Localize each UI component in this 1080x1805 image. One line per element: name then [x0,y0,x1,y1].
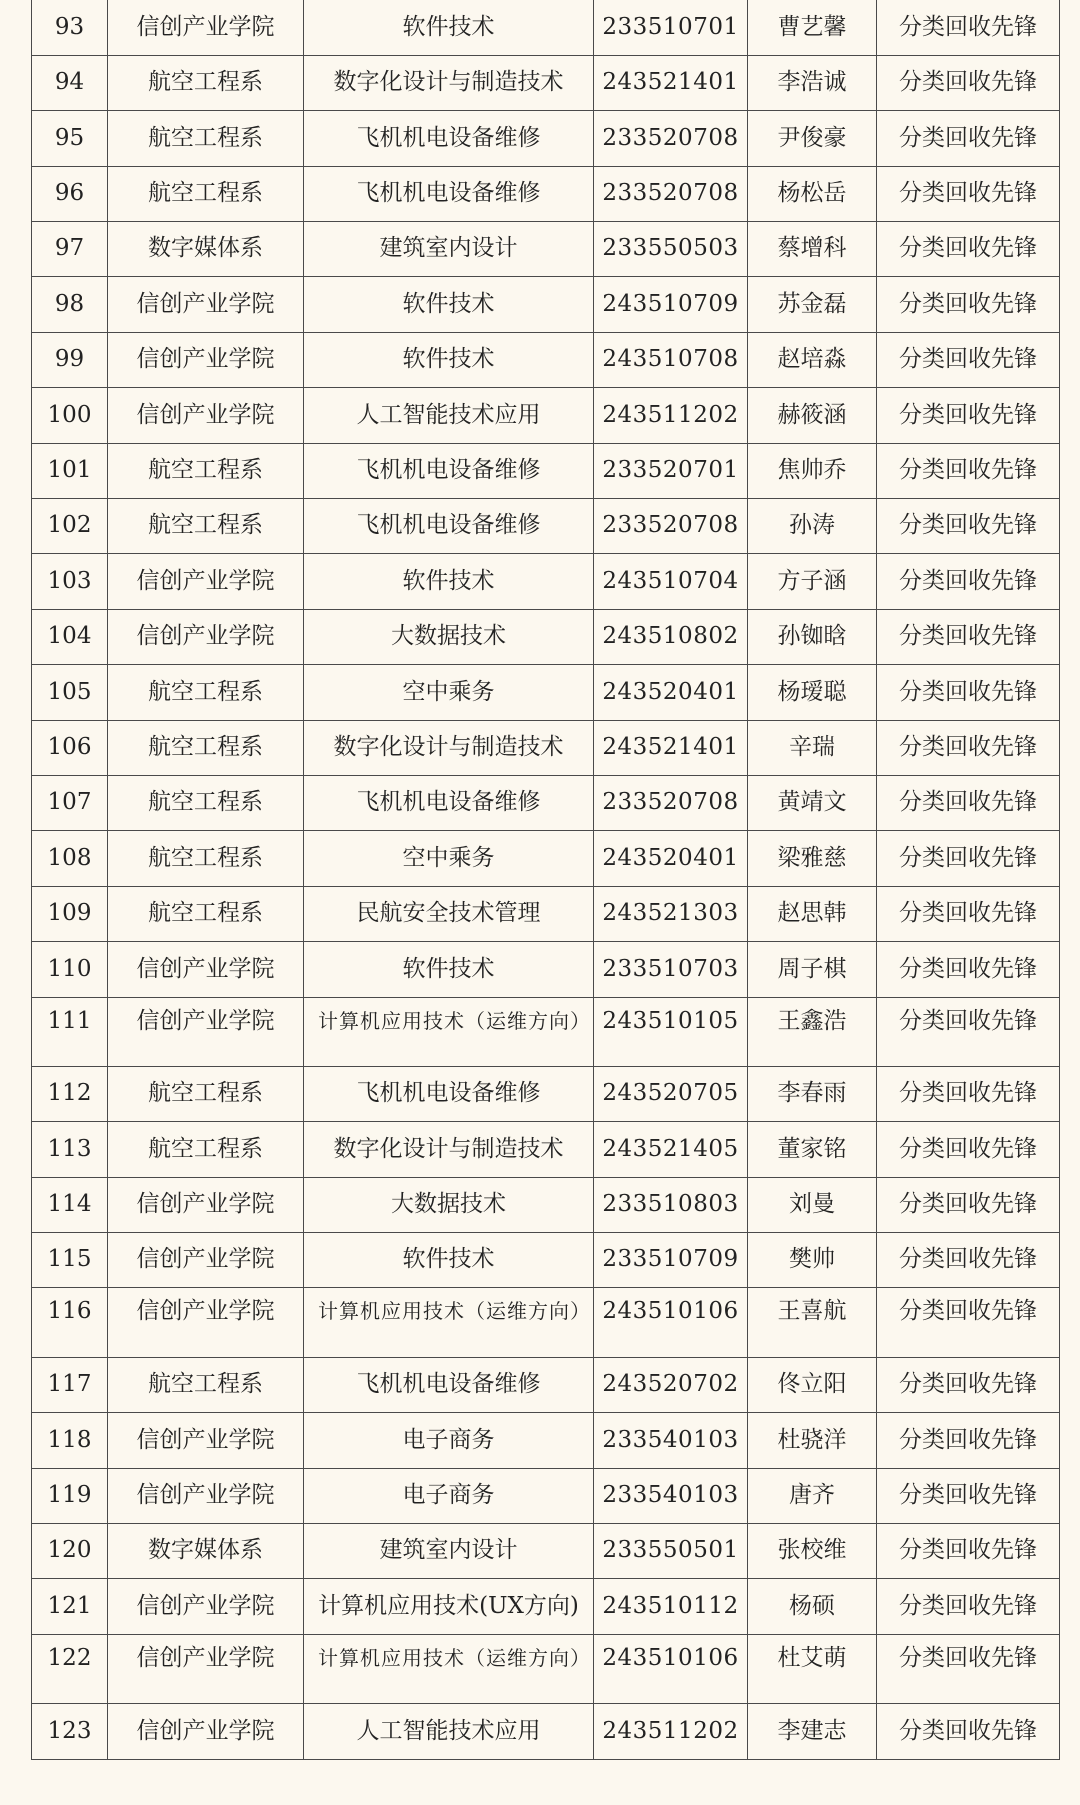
class-id-cell: 233510709 [594,1233,748,1288]
table-row [32,1579,1060,1634]
table-row [32,1468,1060,1523]
award-cell: 分类回收先锋 [877,111,1060,166]
row-number-cell: 120 [32,1524,108,1579]
student-name-cell: 王鑫浩 [748,997,877,1066]
student-name-cell: 孙涛 [748,499,877,554]
student-name-cell: 李春雨 [748,1066,877,1121]
class-id-cell: 243511202 [594,1704,748,1759]
class-id-cell: 233520708 [594,499,748,554]
award-cell: 分类回收先锋 [877,1704,1060,1759]
award-cell: 分类回收先锋 [877,1288,1060,1357]
award-cell: 分类回收先锋 [877,1413,1060,1468]
class-id-cell: 233550503 [594,222,748,277]
department-cell: 信创产业学院 [108,997,304,1066]
student-name-cell: 赵培淼 [748,332,877,387]
major-cell: 建筑室内设计 [304,1524,594,1579]
table-row [32,1177,1060,1232]
major-cell: 计算机应用技术（运维方向） [304,997,594,1066]
department-cell: 航空工程系 [108,886,304,941]
department-cell: 航空工程系 [108,1122,304,1177]
department-cell: 信创产业学院 [108,1413,304,1468]
student-name-cell: 樊帅 [748,1233,877,1288]
award-cell: 分类回收先锋 [877,222,1060,277]
table-row [32,277,1060,332]
student-name-cell: 张校维 [748,1524,877,1579]
row-number-cell: 93 [32,0,108,55]
table-row [32,0,1060,55]
department-cell: 信创产业学院 [108,1468,304,1523]
table-row [32,1233,1060,1288]
student-name-cell: 杜骁洋 [748,1413,877,1468]
award-cell: 分类回收先锋 [877,1634,1060,1703]
major-cell: 电子商务 [304,1413,594,1468]
major-cell: 飞机机电设备维修 [304,111,594,166]
row-number-cell: 105 [32,665,108,720]
student-name-cell: 蔡增科 [748,222,877,277]
department-cell: 信创产业学院 [108,1288,304,1357]
award-cell: 分类回收先锋 [877,1233,1060,1288]
award-cell: 分类回收先锋 [877,831,1060,886]
class-id-cell: 243520702 [594,1357,748,1412]
department-cell: 航空工程系 [108,1357,304,1412]
table-row [32,111,1060,166]
student-name-cell: 李浩诚 [748,55,877,110]
class-id-cell: 233510803 [594,1177,748,1232]
award-cell: 分类回收先锋 [877,1177,1060,1232]
class-id-cell: 243510708 [594,332,748,387]
department-cell: 信创产业学院 [108,609,304,664]
table-row [32,1634,1060,1703]
class-id-cell: 243520705 [594,1066,748,1121]
class-id-cell: 243510709 [594,277,748,332]
department-cell: 航空工程系 [108,1066,304,1121]
major-cell: 数字化设计与制造技术 [304,720,594,775]
department-cell: 信创产业学院 [108,1233,304,1288]
department-cell: 信创产业学院 [108,277,304,332]
table-row [32,775,1060,830]
class-id-cell: 243521401 [594,720,748,775]
table-row [32,1357,1060,1412]
table-row [32,166,1060,221]
award-cell: 分类回收先锋 [877,1357,1060,1412]
major-cell: 软件技术 [304,0,594,55]
major-cell: 数字化设计与制造技术 [304,1122,594,1177]
class-id-cell: 243510704 [594,554,748,609]
class-id-cell: 243521401 [594,55,748,110]
award-cell: 分类回收先锋 [877,1579,1060,1634]
table-row [32,1524,1060,1579]
award-cell: 分类回收先锋 [877,886,1060,941]
row-number-cell: 104 [32,609,108,664]
table-row [32,1066,1060,1121]
department-cell: 信创产业学院 [108,1634,304,1703]
award-cell: 分类回收先锋 [877,0,1060,55]
major-cell: 大数据技术 [304,1177,594,1232]
class-id-cell: 243520401 [594,665,748,720]
table-row [32,665,1060,720]
student-name-cell: 焦帅乔 [748,443,877,498]
major-cell: 飞机机电设备维修 [304,775,594,830]
major-cell: 软件技术 [304,554,594,609]
class-id-cell: 243521405 [594,1122,748,1177]
row-number-cell: 123 [32,1704,108,1759]
major-cell: 空中乘务 [304,665,594,720]
table-row [32,942,1060,997]
row-number-cell: 98 [32,277,108,332]
major-cell: 软件技术 [304,332,594,387]
major-cell: 电子商务 [304,1468,594,1523]
award-cell: 分类回收先锋 [877,665,1060,720]
student-name-cell: 黄靖文 [748,775,877,830]
award-cell: 分类回收先锋 [877,443,1060,498]
student-name-cell: 辛瑞 [748,720,877,775]
class-id-cell: 233520708 [594,111,748,166]
major-cell: 人工智能技术应用 [304,1704,594,1759]
table-row [32,720,1060,775]
department-cell: 信创产业学院 [108,1177,304,1232]
student-name-cell: 王喜航 [748,1288,877,1357]
major-cell: 飞机机电设备维修 [304,1357,594,1412]
table-row [32,997,1060,1066]
department-cell: 数字媒体系 [108,222,304,277]
student-name-cell: 佟立阳 [748,1357,877,1412]
table-row [32,1288,1060,1357]
major-cell: 人工智能技术应用 [304,388,594,443]
award-cell: 分类回收先锋 [877,942,1060,997]
department-cell: 信创产业学院 [108,942,304,997]
award-cell: 分类回收先锋 [877,1066,1060,1121]
table-row [32,609,1060,664]
department-cell: 信创产业学院 [108,388,304,443]
row-number-cell: 110 [32,942,108,997]
award-cell: 分类回收先锋 [877,1524,1060,1579]
student-name-cell: 杜艾萌 [748,1634,877,1703]
class-id-cell: 233520708 [594,775,748,830]
student-name-cell: 杨硕 [748,1579,877,1634]
student-name-cell: 杨瑷聪 [748,665,877,720]
award-cell: 分类回收先锋 [877,277,1060,332]
major-cell: 软件技术 [304,277,594,332]
row-number-cell: 101 [32,443,108,498]
award-list-table [31,0,1060,1760]
award-cell: 分类回收先锋 [877,388,1060,443]
class-id-cell: 233520701 [594,443,748,498]
row-number-cell: 113 [32,1122,108,1177]
table-row [32,332,1060,387]
department-cell: 航空工程系 [108,665,304,720]
major-cell: 计算机应用技术(UX方向) [304,1579,594,1634]
row-number-cell: 95 [32,111,108,166]
department-cell: 航空工程系 [108,166,304,221]
major-cell: 空中乘务 [304,831,594,886]
table-row [32,1413,1060,1468]
row-number-cell: 103 [32,554,108,609]
table-row [32,1122,1060,1177]
major-cell: 飞机机电设备维修 [304,443,594,498]
row-number-cell: 112 [32,1066,108,1121]
major-cell: 飞机机电设备维修 [304,166,594,221]
row-number-cell: 97 [32,222,108,277]
row-number-cell: 122 [32,1634,108,1703]
row-number-cell: 94 [32,55,108,110]
student-name-cell: 孙铷晗 [748,609,877,664]
class-id-cell: 233520708 [594,166,748,221]
table-row [32,554,1060,609]
student-name-cell: 方子涵 [748,554,877,609]
department-cell: 航空工程系 [108,831,304,886]
department-cell: 信创产业学院 [108,332,304,387]
class-id-cell: 243521303 [594,886,748,941]
class-id-cell: 233550501 [594,1524,748,1579]
row-number-cell: 102 [32,499,108,554]
student-name-cell: 苏金磊 [748,277,877,332]
award-cell: 分类回收先锋 [877,332,1060,387]
table-row [32,222,1060,277]
row-number-cell: 116 [32,1288,108,1357]
major-cell: 软件技术 [304,942,594,997]
award-cell: 分类回收先锋 [877,554,1060,609]
student-name-cell: 曹艺馨 [748,0,877,55]
major-cell: 飞机机电设备维修 [304,499,594,554]
department-cell: 航空工程系 [108,499,304,554]
award-cell: 分类回收先锋 [877,997,1060,1066]
major-cell: 数字化设计与制造技术 [304,55,594,110]
row-number-cell: 115 [32,1233,108,1288]
class-id-cell: 243510105 [594,997,748,1066]
student-name-cell: 刘曼 [748,1177,877,1232]
student-name-cell: 李建志 [748,1704,877,1759]
department-cell: 信创产业学院 [108,1704,304,1759]
row-number-cell: 96 [32,166,108,221]
class-id-cell: 243511202 [594,388,748,443]
row-number-cell: 111 [32,997,108,1066]
row-number-cell: 121 [32,1579,108,1634]
table-row [32,831,1060,886]
department-cell: 航空工程系 [108,443,304,498]
student-name-cell: 唐齐 [748,1468,877,1523]
award-cell: 分类回收先锋 [877,499,1060,554]
major-cell: 飞机机电设备维修 [304,1066,594,1121]
department-cell: 航空工程系 [108,720,304,775]
student-name-cell: 梁雅慈 [748,831,877,886]
class-id-cell: 233540103 [594,1413,748,1468]
table-row [32,55,1060,110]
major-cell: 计算机应用技术（运维方向） [304,1634,594,1703]
student-name-cell: 赵思韩 [748,886,877,941]
row-number-cell: 119 [32,1468,108,1523]
class-id-cell: 243520401 [594,831,748,886]
award-cell: 分类回收先锋 [877,55,1060,110]
row-number-cell: 108 [32,831,108,886]
row-number-cell: 118 [32,1413,108,1468]
row-number-cell: 107 [32,775,108,830]
department-cell: 数字媒体系 [108,1524,304,1579]
award-cell: 分类回收先锋 [877,609,1060,664]
class-id-cell: 243510106 [594,1634,748,1703]
award-list-body [32,0,1060,1759]
department-cell: 信创产业学院 [108,0,304,55]
row-number-cell: 109 [32,886,108,941]
award-cell: 分类回收先锋 [877,720,1060,775]
department-cell: 航空工程系 [108,55,304,110]
row-number-cell: 99 [32,332,108,387]
award-cell: 分类回收先锋 [877,1122,1060,1177]
row-number-cell: 100 [32,388,108,443]
class-id-cell: 233510701 [594,0,748,55]
row-number-cell: 117 [32,1357,108,1412]
major-cell: 大数据技术 [304,609,594,664]
row-number-cell: 106 [32,720,108,775]
table-row [32,1704,1060,1759]
department-cell: 航空工程系 [108,775,304,830]
major-cell: 建筑室内设计 [304,222,594,277]
department-cell: 信创产业学院 [108,554,304,609]
class-id-cell: 233510703 [594,942,748,997]
student-name-cell: 赫筱涵 [748,388,877,443]
student-name-cell: 董家铭 [748,1122,877,1177]
class-id-cell: 243510106 [594,1288,748,1357]
table-row [32,886,1060,941]
award-cell: 分类回收先锋 [877,1468,1060,1523]
department-cell: 航空工程系 [108,111,304,166]
class-id-cell: 243510112 [594,1579,748,1634]
student-name-cell: 周子棋 [748,942,877,997]
class-id-cell: 233540103 [594,1468,748,1523]
student-name-cell: 杨松岳 [748,166,877,221]
award-cell: 分类回收先锋 [877,775,1060,830]
class-id-cell: 243510802 [594,609,748,664]
major-cell: 软件技术 [304,1233,594,1288]
major-cell: 计算机应用技术（运维方向） [304,1288,594,1357]
student-name-cell: 尹俊豪 [748,111,877,166]
major-cell: 民航安全技术管理 [304,886,594,941]
department-cell: 信创产业学院 [108,1579,304,1634]
award-cell: 分类回收先锋 [877,166,1060,221]
table-row [32,499,1060,554]
row-number-cell: 114 [32,1177,108,1232]
table-row [32,388,1060,443]
table-row [32,443,1060,498]
